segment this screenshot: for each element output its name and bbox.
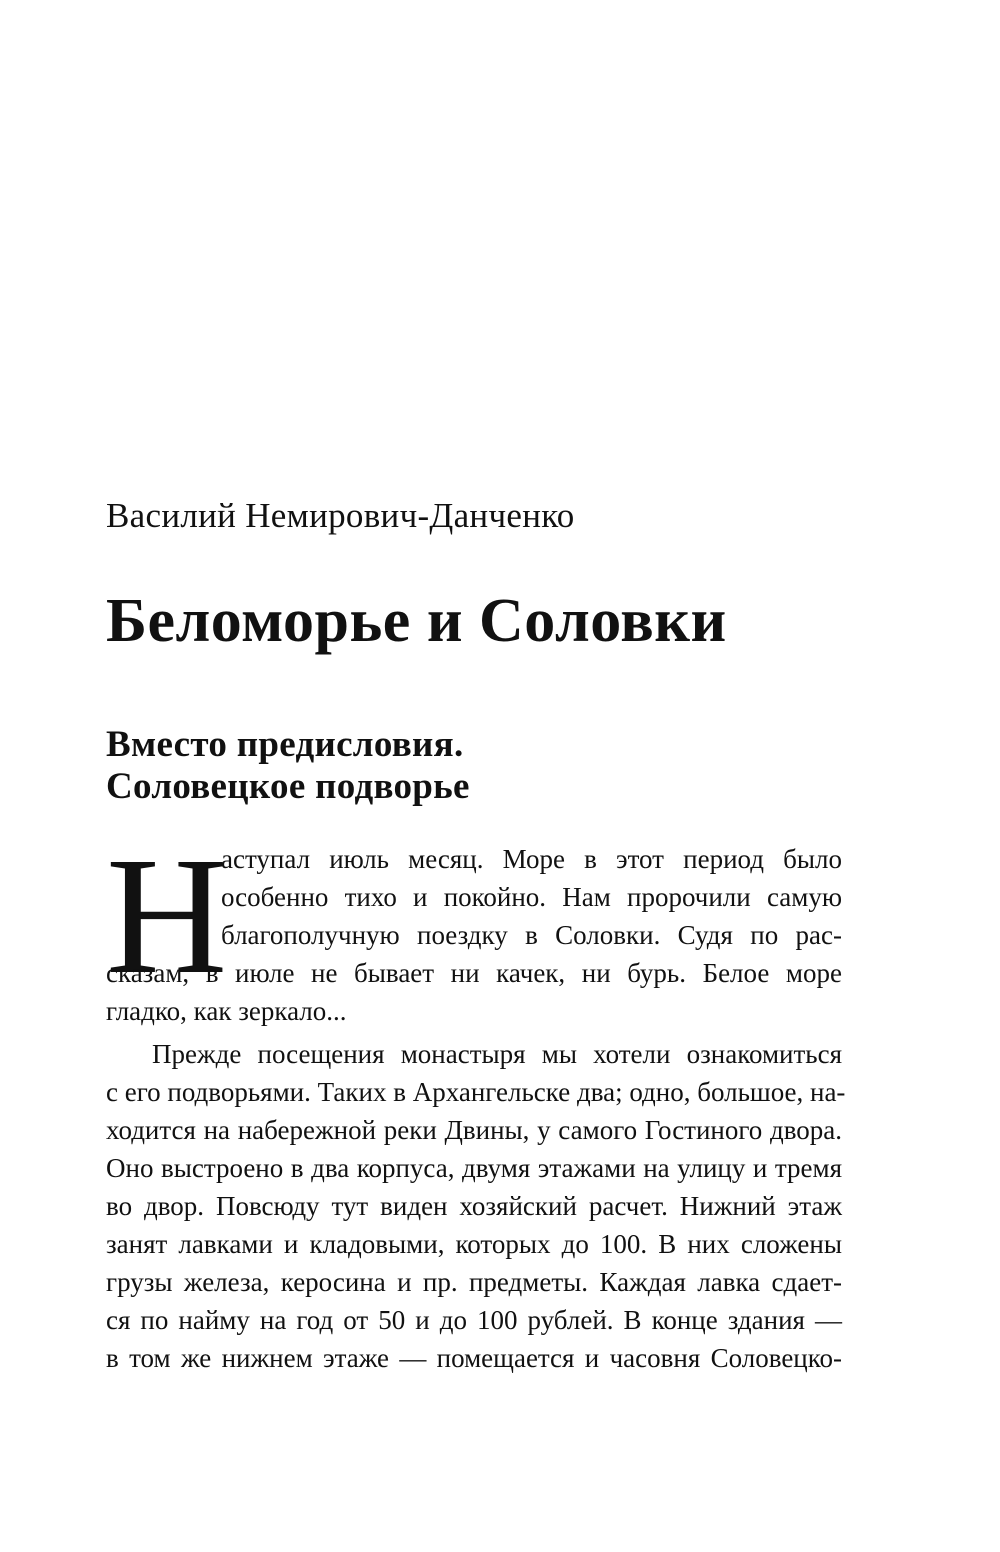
paragraph-1-line: гладко, как зеркало... (106, 996, 347, 1026)
paragraph-2-line: с его подворьями. Таких в Архангельске два; одно, большое, на- (106, 1077, 846, 1107)
chapter-title-line-2: Соловецкое подворье (106, 766, 470, 807)
author-name: Василий Немирович-Данченко (106, 496, 575, 535)
drop-cap: Н (106, 823, 228, 1009)
paragraph-2-line: ходится на набережной реки Двины, у самого Гостиного двора. (106, 1115, 842, 1145)
paragraph-1-line: сказам, в июле не бывает ни качек, ни бурь. Белое море (106, 958, 842, 988)
paragraph-2-line: занят лавками и кладовыми, которых до 100. В них сложены (106, 1229, 842, 1259)
chapter-title-line-1: Вместо предисловия. (106, 724, 464, 765)
paragraph-2-line: ся по найму на год от 50 и до 100 рублей. В конце здания — (106, 1305, 842, 1335)
paragraph-2-line: в том же нижнем этаже — помещается и часовня Соловецко- (106, 1343, 842, 1373)
paragraph-2-line: во двор. Повсюду тут виден хозяйский расчет. Нижний этаж (106, 1191, 842, 1221)
paragraph-1-line: благополучную поездку в Соловки. Судя по рас- (221, 920, 842, 950)
paragraph-2-line: грузы железа, керосина и пр. предметы. Каждая лавка сдает- (106, 1267, 842, 1297)
paragraph-1-line: аступал июль месяц. Море в этот период было (221, 844, 842, 874)
paragraph-2-line: Прежде посещения монастыря мы хотели ознакомиться (152, 1039, 842, 1069)
paragraph-1-line: особенно тихо и покойно. Нам пророчили самую (221, 882, 842, 912)
paragraph-2-line: Оно выстроено в два корпуса, двумя этажами на улицу и тремя (106, 1153, 842, 1183)
chapter-title (106, 724, 470, 808)
book-title: Беломорье и Соловки (106, 587, 727, 655)
